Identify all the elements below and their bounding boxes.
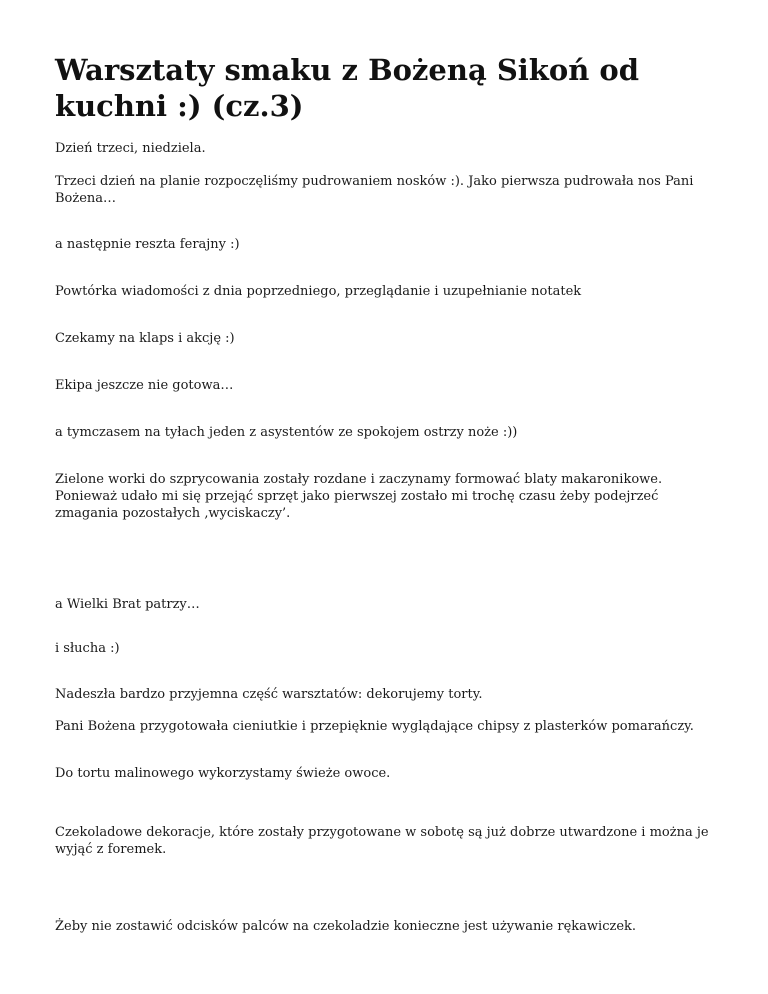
- paragraph-day-three: Dzień trzeci, niedziela.: [55, 141, 206, 156]
- paragraph-piping-bags: Zielone worki do szprycowania zostały rozdane i zaczynamy formować blaty makaronikowe. Ponieważ udało mi się przejąć sprzęt jako pierwszej zostało mi trochę czasu żeby podejrzeć zmagania pozostałych ‚wyciskaczy’.: [55, 472, 663, 521]
- page-title: Warsztaty smaku z Bożeną Sikoń od kuchni :) (cz.3): [55, 53, 640, 123]
- paragraph-and-listening: i słucha :): [55, 641, 120, 656]
- paragraph-big-brother-watching: a Wielki Brat patrzy…: [55, 597, 200, 612]
- paragraph-review-notes: Powtórka wiadomości z dnia poprzedniego, przeglądanie i uzupełnianie notatek: [55, 284, 582, 299]
- paragraph-powdering-noses: Trzeci dzień na planie rozpoczęliśmy pudrowaniem nosków :). Jako pierwsza pudrowała nos Pani Bożena…: [55, 174, 694, 206]
- paragraph-gloves: Żeby nie zostawić odcisków palców na czekoladzie konieczne jest używanie rękawiczek.: [55, 919, 637, 934]
- paragraph-fresh-fruit: Do tortu malinowego wykorzystamy świeże owoce.: [55, 766, 391, 781]
- paragraph-waiting-for-action: Czekamy na klaps i akcję :): [55, 331, 235, 346]
- paragraph-rest-of-crew: a następnie reszta ferajny :): [55, 237, 240, 252]
- paragraph-chocolate-decorations: Czekoladowe dekoracje, które zostały przygotowane w sobotę są już dobrze utwardzone i można je wyjąć z foremek.: [55, 825, 709, 857]
- paragraph-sharpening-knives: a tymczasem na tyłach jeden z asystentów ze spokojem ostrzy noże :)): [55, 425, 518, 440]
- paragraph-orange-chips: Pani Bożena przygotowała cieniutkie i przepięknie wyglądające chipsy z plasterków pomarańczy.: [55, 719, 694, 734]
- paragraph-crew-not-ready: Ekipa jeszcze nie gotowa…: [55, 378, 234, 393]
- paragraph-decorating-cakes: Nadeszła bardzo przyjemna część warsztatów: dekorujemy torty.: [55, 687, 483, 702]
